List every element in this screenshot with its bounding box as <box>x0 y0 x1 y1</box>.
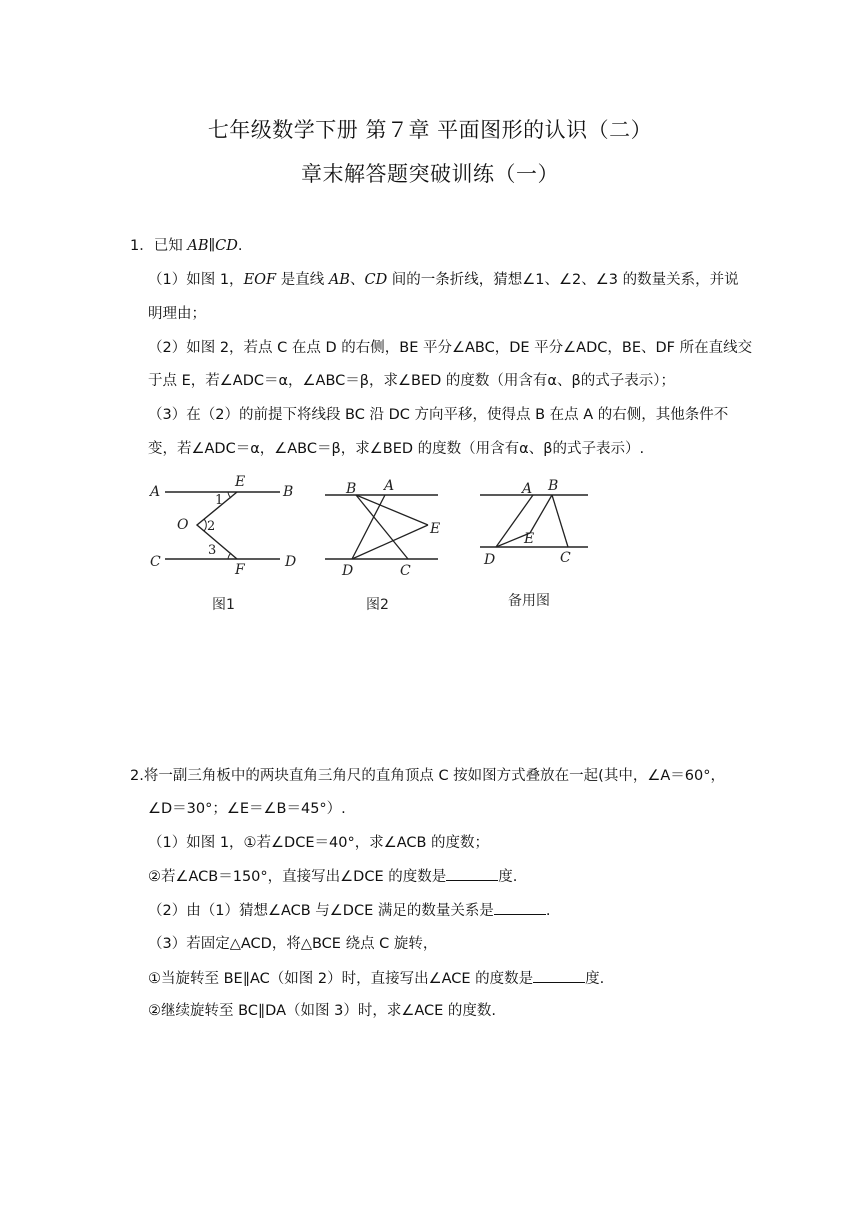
answer-blank-3[interactable] <box>533 968 585 983</box>
fig1-label-a: A <box>150 484 161 500</box>
fig3-label-e: E <box>524 531 535 547</box>
answer-blank-2[interactable] <box>494 900 546 915</box>
q1-part1-line2: 明理由； <box>148 306 206 322</box>
fig1-label-d: D <box>285 554 297 570</box>
q2-part1: （1）如图 1，①若∠DCE＝40°，求∠ACB 的度数； <box>148 835 490 851</box>
fig2-caption: 图2 <box>366 597 389 613</box>
fig2-segment-de <box>352 525 428 559</box>
fig1-label-angle2: 2 <box>207 519 216 534</box>
fig3-label-c: C <box>560 550 571 566</box>
fig1-label-o: O <box>177 517 189 533</box>
fig2-label-e: E <box>430 521 441 537</box>
fig3-label-a: A <box>522 481 533 497</box>
q2-stem-line2: ∠D＝30°；∠E＝∠B＝45°）. <box>148 801 346 817</box>
fig1-label-c: C <box>150 554 161 570</box>
q1-part2-line1: （2）如图 2，若点 C 在点 D 的右侧，BE 平分∠ABC，DE 平分∠ADC，BE、DF 所在直线交 <box>148 340 753 356</box>
fig3-caption: 备用图 <box>508 593 550 609</box>
q1-stem: 1．已知 AB∥CD. <box>130 238 243 254</box>
fig3-segment-bc <box>552 495 568 547</box>
fig3-label-d: D <box>484 552 496 568</box>
fig2-label-c: C <box>400 563 411 579</box>
fig1-label-e: E <box>235 474 246 490</box>
fig1-label-f: F <box>235 562 245 578</box>
q2-part1b: ②若∠ACB＝150°，直接写出∠DCE 的度数是 度. <box>148 866 517 887</box>
fig3-label-b: B <box>548 478 559 494</box>
page-title: 七年级数学下册 第７章 平面图形的认识（二） <box>207 118 653 142</box>
fig1-label-angle1: 1 <box>215 493 224 508</box>
fig3-segment-be <box>530 495 552 533</box>
fig2-label-b: B <box>346 481 357 497</box>
figure-1 <box>140 470 310 580</box>
figure-backup <box>478 475 598 580</box>
q2-part3a: ①当旋转至 BE∥AC（如图 2）时，直接写出∠ACE 的度数是 度. <box>148 968 604 989</box>
q1-part3-line1: （3）在（2）的前提下将线段 BC 沿 DC 方向平移，使得点 B 在点 A 的右侧，其他条件不 <box>148 407 729 423</box>
page-subtitle: 章末解答题突破训练（一） <box>301 162 559 186</box>
q2-stem-line1: 2.将一副三角板中的两块直角三角尺的直角顶点 C 按如图方式叠放在一起(其中，∠A＝60°， <box>130 768 725 784</box>
fig2-label-d: D <box>342 563 354 579</box>
figure-2 <box>320 475 450 580</box>
q2-part2: （2）由（1）猜想∠ACB 与∠DCE 满足的数量关系是 . <box>148 900 550 921</box>
fig2-label-a: A <box>384 478 395 494</box>
q2-part3: （3）若固定△ACD，将△BCE 绕点 C 旋转， <box>148 936 438 952</box>
answer-blank-1[interactable] <box>446 866 498 881</box>
fig2-segment-be <box>356 495 428 525</box>
q2-part3b: ②继续旋转至 BC∥DA（如图 3）时，求∠ACE 的度数. <box>148 1003 497 1019</box>
q1-part2-line2: 于点 E，若∠ADC＝α，∠ABC＝β，求∠BED 的度数（用含有α、β的式子表示）； <box>148 373 675 389</box>
q1-part3-line2: 变，若∠ADC＝α，∠ABC＝β，求∠BED 的度数（用含有α、β的式子表示）. <box>148 441 645 457</box>
fig1-label-angle3: 3 <box>208 543 217 558</box>
fig2-segment-bc <box>356 495 408 559</box>
fig1-label-b: B <box>283 484 294 500</box>
fig1-caption: 图1 <box>212 597 235 613</box>
q1-part1-line1: （1）如图 1，EOF 是直线 AB、CD 间的一条折线，猜想∠1、∠2、∠3 的数量关系，并说 <box>148 272 739 288</box>
